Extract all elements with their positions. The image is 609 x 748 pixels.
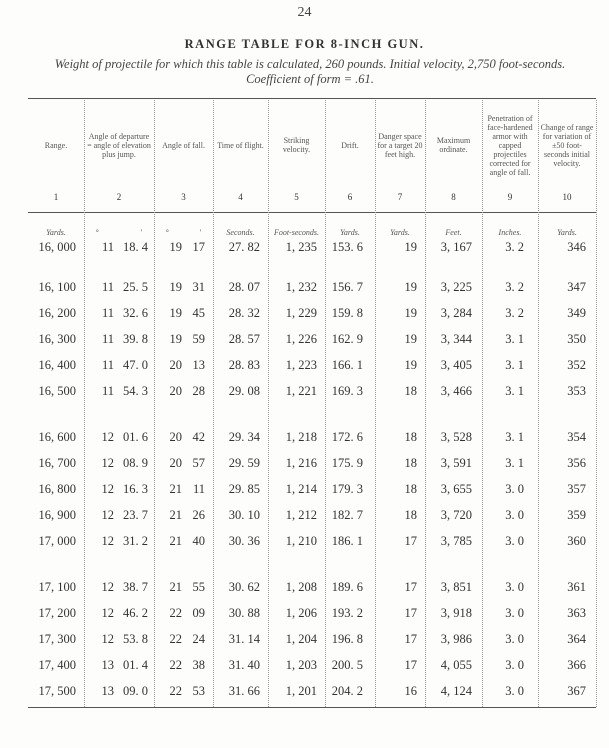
cell-time-of-flight: 29. 08 bbox=[228, 384, 260, 398]
cell-departure-minutes: 53. 8 bbox=[123, 632, 148, 646]
cell-range: 16, 500 bbox=[38, 384, 76, 398]
column-header: Drift. bbox=[341, 140, 359, 150]
cell-departure-minutes: 32. 6 bbox=[123, 306, 148, 320]
cell-danger-space: 19 bbox=[404, 240, 417, 254]
cell-striking-velocity: 1, 218 bbox=[285, 430, 317, 444]
header-bottom-rule bbox=[28, 212, 596, 213]
cell-drift: 193. 2 bbox=[331, 606, 363, 620]
cell-striking-velocity: 1, 216 bbox=[285, 456, 317, 470]
cell-range: 16, 900 bbox=[38, 508, 76, 522]
cell-danger-space: 17 bbox=[404, 534, 417, 548]
cell-fall-minutes: 09 bbox=[192, 606, 205, 620]
cell-penetration: 3. 1 bbox=[505, 456, 524, 470]
cell-drift: 196. 8 bbox=[331, 632, 363, 646]
cell-range: 17, 400 bbox=[38, 658, 76, 672]
cell-departure-minutes: 47. 0 bbox=[123, 358, 148, 372]
cell-fall-degrees: 19 bbox=[169, 332, 182, 346]
cell-danger-space: 17 bbox=[404, 632, 417, 646]
column-unit: Yards. bbox=[390, 228, 410, 237]
column-header: Penetration of face-hardened armor with capped projectiles corrected for angle of fall. bbox=[487, 113, 533, 177]
cell-range: 16, 200 bbox=[38, 306, 76, 320]
cell-drift: 186. 1 bbox=[331, 534, 363, 548]
cell-range-change: 361 bbox=[567, 580, 586, 594]
cell-range-change: 360 bbox=[567, 534, 586, 548]
column-number: 3 bbox=[181, 192, 186, 202]
cell-time-of-flight: 29. 85 bbox=[228, 482, 260, 496]
cell-range: 16, 300 bbox=[38, 332, 76, 346]
cell-striking-velocity: 1, 208 bbox=[285, 580, 317, 594]
cell-drift: 166. 1 bbox=[331, 358, 363, 372]
cell-range: 17, 300 bbox=[38, 632, 76, 646]
cell-fall-degrees: 22 bbox=[169, 632, 182, 646]
cell-time-of-flight: 28. 32 bbox=[228, 306, 260, 320]
cell-striking-velocity: 1, 203 bbox=[285, 658, 317, 672]
cell-departure-degrees: 12 bbox=[101, 534, 114, 548]
cell-fall-minutes: 57 bbox=[192, 456, 205, 470]
cell-departure-minutes: 39. 8 bbox=[123, 332, 148, 346]
column-number: 1 bbox=[53, 192, 59, 202]
column-unit: Feet. bbox=[445, 228, 462, 237]
cell-departure-minutes: 54. 3 bbox=[123, 384, 148, 398]
cell-danger-space: 17 bbox=[404, 658, 417, 672]
cell-range-change: 356 bbox=[567, 456, 586, 470]
degree-unit: ° bbox=[95, 228, 99, 237]
cell-drift: 179. 3 bbox=[331, 482, 363, 496]
column-header: Striking velocity. bbox=[282, 136, 311, 154]
cell-fall-minutes: 31 bbox=[192, 280, 205, 294]
cell-penetration: 3. 1 bbox=[505, 358, 524, 372]
cell-fall-minutes: 17 bbox=[192, 240, 205, 254]
cell-range-change: 350 bbox=[567, 332, 586, 346]
column-header: Time of flight. bbox=[217, 140, 264, 150]
cell-danger-space: 18 bbox=[404, 456, 417, 470]
page-title: RANGE TABLE FOR 8-INCH GUN. bbox=[184, 37, 425, 51]
column-number: 6 bbox=[347, 192, 353, 202]
cell-range-change: 363 bbox=[567, 606, 586, 620]
column-header: Danger space for a target 20 feet high. bbox=[377, 131, 423, 159]
cell-range: 16, 000 bbox=[38, 240, 76, 254]
cell-time-of-flight: 31. 40 bbox=[228, 658, 260, 672]
cell-drift: 200. 5 bbox=[331, 658, 363, 672]
cell-striking-velocity: 1, 204 bbox=[285, 632, 317, 646]
cell-range-change: 352 bbox=[567, 358, 586, 372]
cell-departure-minutes: 38. 7 bbox=[123, 580, 148, 594]
cell-drift: 189. 6 bbox=[331, 580, 363, 594]
column-number: 8 bbox=[451, 192, 456, 202]
cell-departure-degrees: 12 bbox=[101, 456, 114, 470]
cell-fall-degrees: 20 bbox=[169, 430, 182, 444]
cell-striking-velocity: 1, 235 bbox=[285, 240, 317, 254]
cell-fall-minutes: 38 bbox=[192, 658, 205, 672]
cell-maximum-ordinate: 3, 528 bbox=[440, 430, 472, 444]
cell-danger-space: 19 bbox=[404, 306, 417, 320]
cell-maximum-ordinate: 4, 124 bbox=[440, 684, 472, 698]
column-unit: Inches. bbox=[498, 228, 522, 237]
cell-drift: 153. 6 bbox=[331, 240, 363, 254]
cell-range-change: 367 bbox=[567, 684, 586, 698]
cell-departure-degrees: 11 bbox=[101, 280, 114, 294]
cell-departure-degrees: 11 bbox=[101, 240, 114, 254]
cell-striking-velocity: 1, 201 bbox=[285, 684, 317, 698]
cell-fall-degrees: 20 bbox=[169, 456, 182, 470]
cell-departure-minutes: 08. 9 bbox=[123, 456, 148, 470]
cell-penetration: 3. 0 bbox=[505, 684, 524, 698]
cell-fall-minutes: 11 bbox=[192, 482, 205, 496]
cell-range: 16, 400 bbox=[38, 358, 76, 372]
cell-danger-space: 17 bbox=[404, 606, 417, 620]
cell-departure-minutes: 09. 0 bbox=[123, 684, 148, 698]
cell-penetration: 3. 2 bbox=[505, 306, 524, 320]
cell-penetration: 3. 2 bbox=[505, 240, 524, 254]
cell-time-of-flight: 30. 62 bbox=[228, 580, 260, 594]
cell-range-change: 354 bbox=[567, 430, 586, 444]
cell-departure-minutes: 01. 4 bbox=[123, 658, 148, 672]
cell-time-of-flight: 29. 59 bbox=[228, 456, 260, 470]
cell-danger-space: 18 bbox=[404, 384, 417, 398]
cell-departure-degrees: 11 bbox=[101, 384, 114, 398]
cell-striking-velocity: 1, 206 bbox=[285, 606, 317, 620]
cell-drift: 182. 7 bbox=[331, 508, 363, 522]
cell-fall-degrees: 20 bbox=[169, 358, 182, 372]
cell-maximum-ordinate: 3, 720 bbox=[440, 508, 472, 522]
cell-striking-velocity: 1, 226 bbox=[285, 332, 317, 346]
column-header: Range. bbox=[44, 140, 68, 150]
column-number: 2 bbox=[116, 192, 122, 202]
cell-penetration: 3. 0 bbox=[505, 606, 524, 620]
cell-fall-minutes: 59 bbox=[192, 332, 205, 346]
cell-departure-degrees: 12 bbox=[101, 580, 114, 594]
column-unit: Yards. bbox=[340, 228, 360, 237]
cell-departure-minutes: 31. 2 bbox=[123, 534, 148, 548]
cell-drift: 175. 9 bbox=[331, 456, 363, 470]
cell-drift: 172. 6 bbox=[331, 430, 363, 444]
cell-maximum-ordinate: 3, 851 bbox=[440, 580, 472, 594]
cell-penetration: 3. 0 bbox=[505, 580, 524, 594]
cell-range: 17, 500 bbox=[38, 684, 76, 698]
cell-time-of-flight: 27. 82 bbox=[228, 240, 260, 254]
column-divider bbox=[596, 100, 597, 707]
cell-maximum-ordinate: 3, 466 bbox=[440, 384, 472, 398]
cell-range-change: 357 bbox=[567, 482, 586, 496]
cell-departure-minutes: 46. 2 bbox=[123, 606, 148, 620]
cell-time-of-flight: 30. 10 bbox=[228, 508, 260, 522]
cell-striking-velocity: 1, 210 bbox=[285, 534, 317, 548]
cell-penetration: 3. 1 bbox=[505, 332, 524, 346]
table-bottom-rule bbox=[28, 707, 596, 708]
cell-penetration: 3. 1 bbox=[505, 384, 524, 398]
cell-departure-minutes: 18. 4 bbox=[123, 240, 148, 254]
cell-danger-space: 18 bbox=[404, 482, 417, 496]
cell-fall-degrees: 22 bbox=[169, 684, 182, 698]
cell-drift: 169. 3 bbox=[331, 384, 363, 398]
cell-striking-velocity: 1, 223 bbox=[285, 358, 317, 372]
cell-fall-degrees: 22 bbox=[169, 606, 182, 620]
cell-penetration: 3. 1 bbox=[505, 430, 524, 444]
cell-time-of-flight: 28. 83 bbox=[228, 358, 260, 372]
cell-fall-minutes: 40 bbox=[192, 534, 205, 548]
cell-time-of-flight: 30. 88 bbox=[228, 606, 260, 620]
cell-maximum-ordinate: 3, 591 bbox=[440, 456, 472, 470]
cell-striking-velocity: 1, 232 bbox=[285, 280, 317, 294]
cell-danger-space: 19 bbox=[404, 332, 417, 346]
cell-time-of-flight: 28. 57 bbox=[228, 332, 260, 346]
column-number: 9 bbox=[507, 192, 513, 202]
cell-departure-degrees: 12 bbox=[101, 606, 114, 620]
cell-range: 16, 100 bbox=[38, 280, 76, 294]
cell-fall-degrees: 19 bbox=[169, 306, 182, 320]
cell-departure-degrees: 11 bbox=[101, 332, 114, 346]
cell-departure-degrees: 11 bbox=[101, 358, 114, 372]
cell-maximum-ordinate: 3, 167 bbox=[440, 240, 472, 254]
cell-danger-space: 16 bbox=[404, 684, 417, 698]
cell-fall-minutes: 13 bbox=[192, 358, 205, 372]
column-header: Angle of departure = angle of elevation plus jump. bbox=[87, 131, 151, 159]
cell-range: 16, 800 bbox=[38, 482, 76, 496]
cell-maximum-ordinate: 4, 055 bbox=[440, 658, 472, 672]
cell-fall-minutes: 28 bbox=[192, 384, 205, 398]
column-header: Angle of fall. bbox=[162, 140, 205, 150]
cell-danger-space: 19 bbox=[404, 358, 417, 372]
cell-drift: 162. 9 bbox=[331, 332, 363, 346]
cell-departure-degrees: 13 bbox=[101, 684, 114, 698]
cell-range: 16, 600 bbox=[38, 430, 76, 444]
cell-maximum-ordinate: 3, 785 bbox=[440, 534, 472, 548]
cell-fall-minutes: 42 bbox=[192, 430, 205, 444]
cell-danger-space: 18 bbox=[404, 508, 417, 522]
column-unit: Seconds. bbox=[226, 228, 255, 237]
column-number: 5 bbox=[294, 192, 299, 202]
cell-departure-degrees: 12 bbox=[101, 482, 114, 496]
cell-departure-minutes: 01. 6 bbox=[123, 430, 148, 444]
cell-striking-velocity: 1, 221 bbox=[285, 384, 317, 398]
cell-time-of-flight: 29. 34 bbox=[228, 430, 260, 444]
column-number: 7 bbox=[397, 192, 403, 202]
cell-range: 17, 100 bbox=[38, 580, 76, 594]
cell-fall-degrees: 20 bbox=[169, 384, 182, 398]
degree-unit: ° bbox=[165, 228, 169, 237]
cell-departure-minutes: 23. 7 bbox=[123, 508, 148, 522]
table-top-rule bbox=[28, 98, 596, 99]
column-unit: Yards. bbox=[557, 228, 577, 237]
cell-fall-minutes: 45 bbox=[192, 306, 205, 320]
cell-fall-degrees: 19 bbox=[169, 240, 182, 254]
cell-danger-space: 18 bbox=[404, 430, 417, 444]
cell-drift: 204. 2 bbox=[331, 684, 363, 698]
cell-time-of-flight: 31. 66 bbox=[228, 684, 260, 698]
column-unit: Yards. bbox=[46, 228, 66, 237]
cell-time-of-flight: 28. 07 bbox=[228, 280, 260, 294]
cell-fall-degrees: 21 bbox=[169, 534, 182, 548]
cell-range-change: 346 bbox=[567, 240, 586, 254]
cell-fall-minutes: 55 bbox=[192, 580, 205, 594]
cell-fall-minutes: 24 bbox=[192, 632, 205, 646]
column-number: 4 bbox=[238, 192, 243, 202]
column-unit: Foot-seconds. bbox=[273, 228, 320, 237]
cell-maximum-ordinate: 3, 655 bbox=[440, 482, 472, 496]
cell-penetration: 3. 0 bbox=[505, 658, 524, 672]
cell-striking-velocity: 1, 212 bbox=[285, 508, 317, 522]
cell-departure-degrees: 12 bbox=[101, 430, 114, 444]
cell-range-change: 364 bbox=[567, 632, 586, 646]
cell-range: 17, 200 bbox=[38, 606, 76, 620]
cell-time-of-flight: 30. 36 bbox=[228, 534, 260, 548]
minute-unit: ′ bbox=[199, 228, 201, 237]
cell-danger-space: 17 bbox=[404, 580, 417, 594]
cell-drift: 159. 8 bbox=[331, 306, 363, 320]
table-subtitle: Weight of projectile for which this table is calculated, 260 pounds. Initial velocity, 2,750 foot-seconds. Coefficient of form = .61. bbox=[54, 57, 566, 86]
cell-fall-degrees: 21 bbox=[169, 580, 182, 594]
cell-striking-velocity: 1, 214 bbox=[285, 482, 317, 496]
cell-fall-degrees: 19 bbox=[169, 280, 182, 294]
cell-time-of-flight: 31. 14 bbox=[228, 632, 260, 646]
cell-penetration: 3. 0 bbox=[505, 534, 524, 548]
cell-striking-velocity: 1, 229 bbox=[285, 306, 317, 320]
cell-maximum-ordinate: 3, 986 bbox=[440, 632, 472, 646]
cell-fall-minutes: 26 bbox=[192, 508, 205, 522]
page-number: 24 bbox=[297, 5, 312, 20]
cell-maximum-ordinate: 3, 225 bbox=[440, 280, 472, 294]
cell-departure-degrees: 13 bbox=[101, 658, 114, 672]
cell-fall-degrees: 21 bbox=[169, 482, 182, 496]
cell-penetration: 3. 0 bbox=[505, 482, 524, 496]
cell-fall-degrees: 21 bbox=[169, 508, 182, 522]
cell-fall-degrees: 22 bbox=[169, 658, 182, 672]
cell-drift: 156. 7 bbox=[331, 280, 363, 294]
cell-danger-space: 19 bbox=[404, 280, 417, 294]
cell-range-change: 349 bbox=[567, 306, 586, 320]
cell-departure-degrees: 12 bbox=[101, 508, 114, 522]
column-number: 10 bbox=[562, 192, 572, 202]
cell-departure-minutes: 16. 3 bbox=[123, 482, 148, 496]
cell-fall-minutes: 53 bbox=[192, 684, 205, 698]
cell-maximum-ordinate: 3, 918 bbox=[440, 606, 472, 620]
cell-maximum-ordinate: 3, 284 bbox=[440, 306, 472, 320]
minute-unit: ′ bbox=[140, 228, 142, 237]
cell-maximum-ordinate: 3, 405 bbox=[440, 358, 472, 372]
cell-range: 16, 700 bbox=[38, 456, 76, 470]
cell-penetration: 3. 2 bbox=[505, 280, 524, 294]
cell-penetration: 3. 0 bbox=[505, 508, 524, 522]
cell-range-change: 353 bbox=[567, 384, 586, 398]
column-header: Maximum ordinate. bbox=[436, 136, 471, 154]
column-header: Change of range for variation of ±50 foot-seconds initial velocity. bbox=[540, 122, 594, 168]
cell-range-change: 359 bbox=[567, 508, 586, 522]
cell-departure-degrees: 12 bbox=[101, 632, 114, 646]
cell-maximum-ordinate: 3, 344 bbox=[440, 332, 472, 346]
cell-range-change: 366 bbox=[567, 658, 586, 672]
cell-range: 17, 000 bbox=[38, 534, 76, 548]
cell-range-change: 347 bbox=[567, 280, 586, 294]
cell-penetration: 3. 0 bbox=[505, 632, 524, 646]
cell-departure-minutes: 25. 5 bbox=[123, 280, 148, 294]
cell-departure-degrees: 11 bbox=[101, 306, 114, 320]
